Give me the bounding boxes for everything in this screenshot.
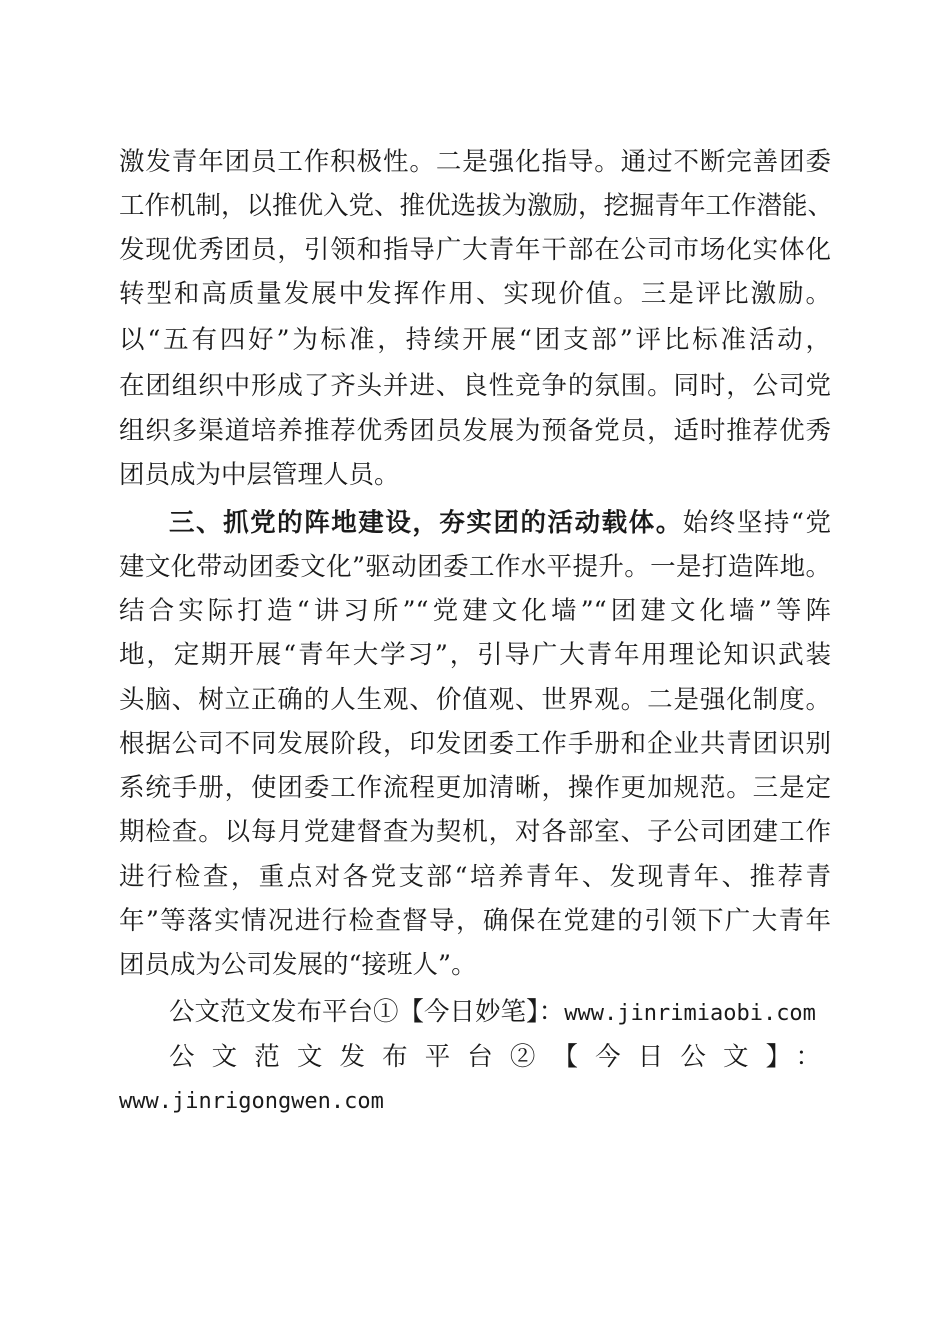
footer-platform-2-url[interactable]: www.jinrigongwen.com <box>119 1089 384 1114</box>
paragraph-2-line-3: 结合实际打造“讲习所”“党建文化墙”“团建文化墙”等阵 <box>119 596 831 626</box>
paragraph-1-line-5: 以“五有四好”为标准，持续开展“团支部”评比标准活动， <box>119 325 831 355</box>
paragraph-2-line-7: 系统手册，使团委工作流程更加清晰，操作更加规范。三是定 <box>119 773 831 803</box>
footer-platform-2-label: 公文范文发布平台②【今日公文】： <box>169 1042 821 1072</box>
paragraph-2-line-2: 建文化带动团委文化”驱动团委工作水平提升。一是打造阵地。 <box>119 552 831 582</box>
footer-platform-1-label: 公文范文发布平台①【今日妙笔】： <box>169 997 565 1027</box>
paragraph-2-line-1-rest: 始终坚持“党 <box>682 508 831 538</box>
paragraph-1-line-8: 团员成为中层管理人员。 <box>119 460 400 490</box>
paragraph-2-line-6: 根据公司不同发展阶段，印发团委工作手册和企业共青团识别 <box>119 729 831 759</box>
paragraph-1-line-4: 转型和高质量发展中发挥作用、实现价值。三是评比激励。 <box>119 279 831 309</box>
paragraph-2-line-9: 进行检查，重点对各党支部“培养青年、发现青年、推荐青 <box>119 862 831 892</box>
paragraph-1-line-2: 工作机制，以推优入党、推优选拔为激励，挖掘青年工作潜能、 <box>119 191 834 221</box>
paragraph-2-line-5: 头脑、树立正确的人生观、价值观、世界观。二是强化制度。 <box>119 685 831 715</box>
paragraph-1-line-3: 发现优秀团员，引领和指导广大青年干部在公司市场化实体化 <box>119 235 831 265</box>
paragraph-2-line-10: 年”等落实情况进行检查督导，确保在党建的引领下广大青年 <box>119 906 831 936</box>
footer-platform-1-url[interactable]: www.jinrimiaobi.com <box>564 1001 816 1026</box>
paragraph-1-line-1: 激发青年团员工作积极性。二是强化指导。通过不断完善团委 <box>119 147 831 177</box>
paragraph-2-line-11: 团员成为公司发展的“接班人”。 <box>119 950 477 980</box>
paragraph-2-line-8: 期检查。以每月党建督查为契机，对各部室、子公司团建工作 <box>119 817 831 847</box>
paragraph-1-line-7: 组织多渠道培养推荐优秀团员发展为预备党员，适时推荐优秀 <box>119 416 831 446</box>
section-heading: 三、抓党的阵地建设，夯实团的活动载体。 <box>169 508 683 538</box>
paragraph-2-line-4: 地，定期开展“青年大学习”，引导广大青年用理论知识武装 <box>119 640 831 670</box>
paragraph-2-line-1 <box>169 501 831 545</box>
paragraph-1-line-6: 在团组织中形成了齐头并进、良性竞争的氛围。同时，公司党 <box>119 371 831 401</box>
footer-platform-1 <box>169 990 821 1034</box>
